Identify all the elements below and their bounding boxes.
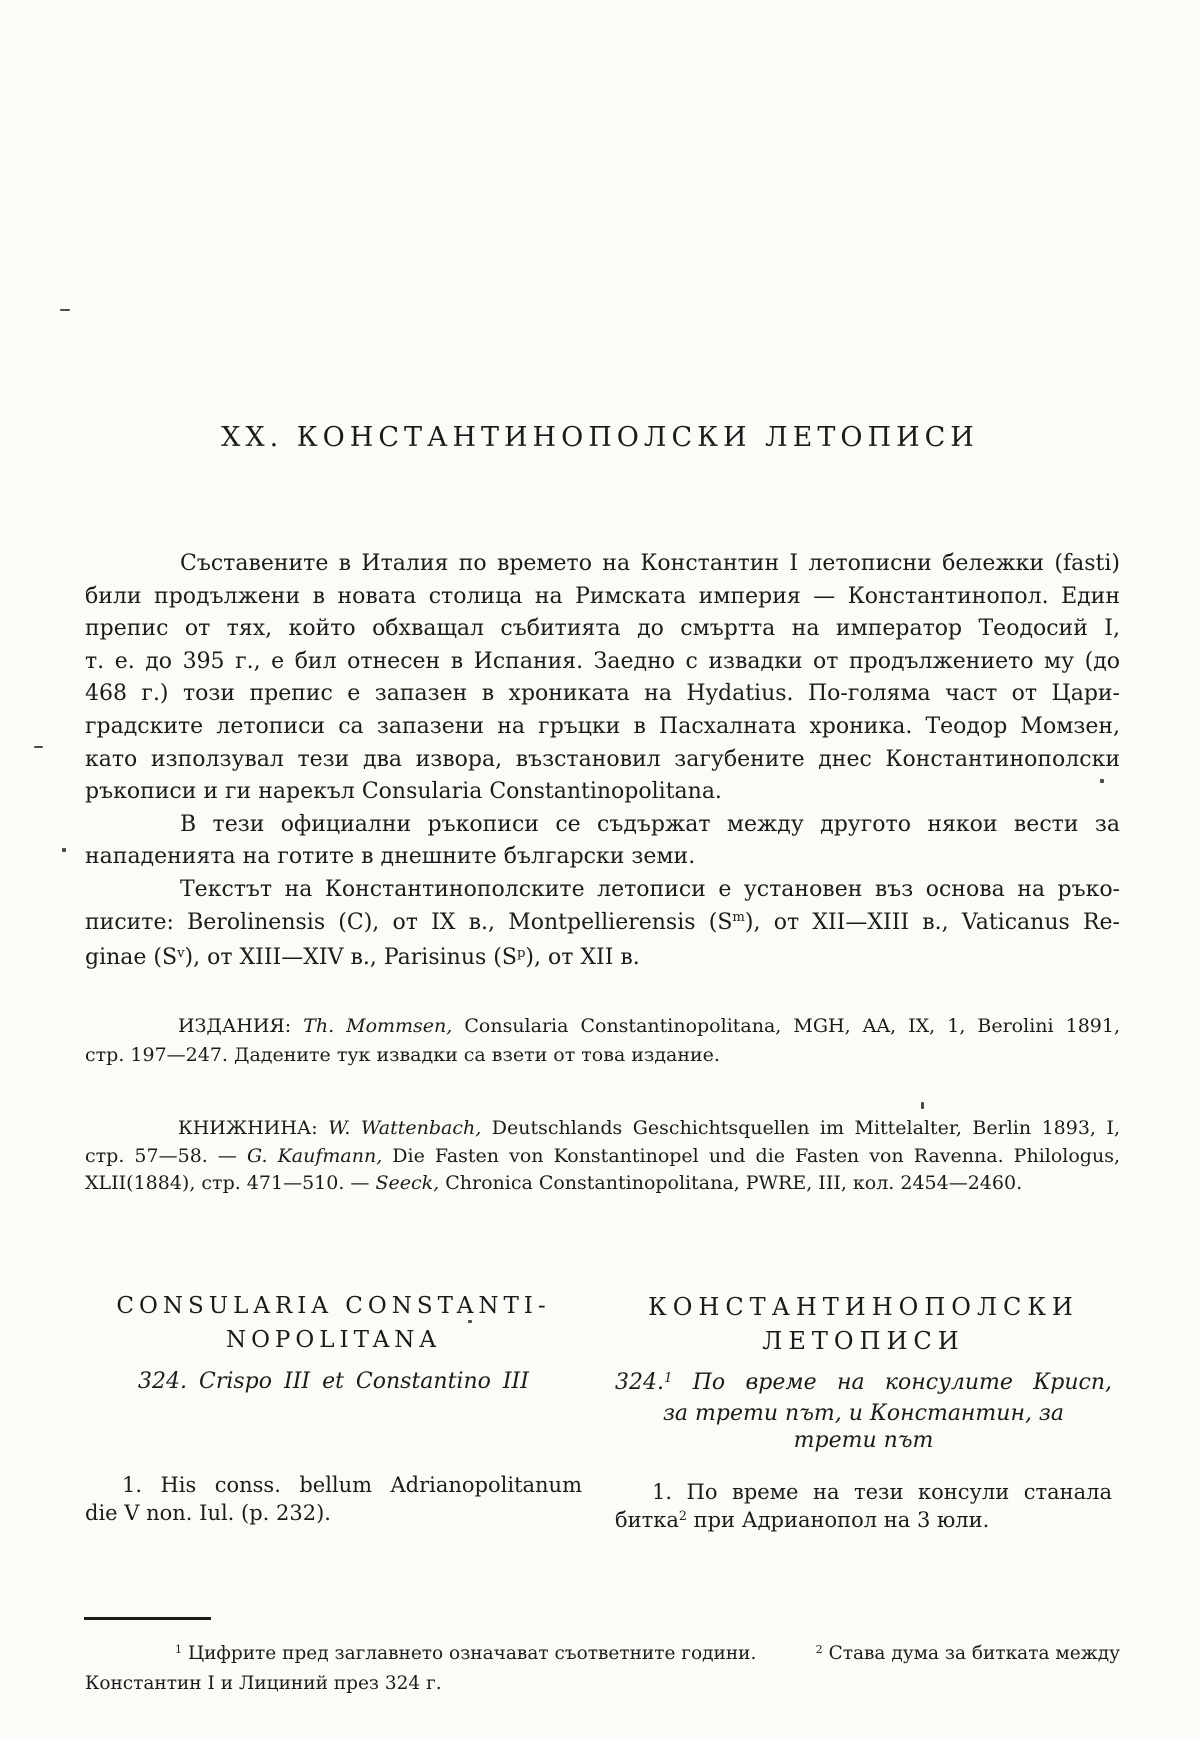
text-segment: Seeck,	[375, 1172, 440, 1195]
text-line	[85, 1143, 1120, 1171]
footnote-marker: 2	[678, 1508, 687, 1524]
text-line	[615, 1369, 1112, 1400]
footnote-marker: 1	[175, 1642, 183, 1656]
text-segment: битка	[615, 1508, 679, 1532]
text-line	[85, 1012, 1120, 1041]
text-line: die V non. Iul. (p. 232).	[85, 1501, 331, 1525]
text-segment: писите: Berolinensis (C), от IX в., Montpellierensis (S	[85, 909, 733, 935]
intro-section	[85, 548, 1120, 978]
footnote-2-continuation: Константин I и Лициний през 324 г.	[85, 1672, 442, 1694]
bulgarian-column	[615, 1290, 1112, 1538]
text-segment: стр. 57—58. —	[85, 1144, 247, 1167]
text-line: Текстът на Константинополските летописи е установен въз основа на ръко-	[180, 876, 1120, 902]
text-line	[615, 1506, 1112, 1538]
text-segment: Става дума за битката между	[822, 1643, 1120, 1664]
latin-column	[85, 1290, 582, 1528]
editions-note	[85, 1012, 1120, 1070]
intro-paragraph-3	[85, 874, 1120, 978]
latin-subheading: 324. Crispo III et Constantino III	[138, 1369, 529, 1394]
footnote-marker: m	[732, 910, 745, 926]
latin-column-heading	[85, 1290, 582, 1357]
intro-paragraph-2	[85, 809, 1120, 874]
bulgarian-heading-line-2: ЛЕТОПИСИ	[762, 1327, 965, 1355]
latin-heading-line-2: NOPOLITANA	[225, 1326, 442, 1353]
text-line: нападенията на готите в днешните български земи.	[85, 844, 696, 870]
text-segment: XLII(1884), стр. 471—510. —	[85, 1172, 376, 1195]
bulgarian-column-heading	[615, 1290, 1112, 1358]
text-segment: 324.	[615, 1370, 664, 1395]
bulgarian-subheading	[615, 1369, 1112, 1455]
text-line: трети път	[793, 1428, 934, 1453]
literature-note	[85, 1115, 1120, 1198]
text-line	[85, 1115, 1120, 1143]
text-line: 1. По време на тези консули станала	[652, 1479, 1112, 1504]
bulgarian-heading-line-1: КОНСТАНТИНОПОЛСКИ	[648, 1293, 1079, 1321]
text-segment: Die Fasten von Konstantinopel und die Fasten von Ravenna. Philologus,	[382, 1144, 1120, 1167]
text-segment: W. Wattenbach,	[328, 1117, 482, 1139]
text-line	[85, 1170, 1120, 1198]
chapter-title: XX. КОНСТАНТИНОПОЛСКИ ЛЕТОПИСИ	[221, 422, 979, 453]
footnote-line-1	[85, 1640, 1120, 1670]
footnote-marker: 2	[815, 1642, 823, 1656]
text-segment: ), от XIII—XIV в., Parisinus (S	[184, 945, 517, 971]
footnote-marker: v	[177, 945, 185, 961]
latin-body-paragraph	[85, 1471, 582, 1528]
text-line	[85, 942, 1120, 978]
scan-speck	[921, 1102, 924, 1109]
scan-speck	[62, 848, 66, 852]
footnote-1	[175, 1640, 756, 1670]
text-line: В тези официални ръкописи се съдържат между другото някои вести за	[180, 811, 1120, 837]
text-segment: По време на консулите Крисп,	[672, 1370, 1112, 1395]
text-line	[85, 907, 1120, 943]
footnote-divider	[84, 1617, 211, 1620]
text-line: за трети път, и Константин, за	[662, 1400, 1065, 1426]
footnote-2-start	[816, 1640, 1120, 1670]
text-line: препис от тях, който обхващал събитията до смъртта на император Теодосий I,	[85, 616, 1120, 642]
scan-speck	[34, 746, 43, 748]
footnotes-section	[85, 1640, 1120, 1697]
text-line: градските летописи са запазени на гръцки в Пасхалната хроника. Теодор Момзен,	[85, 713, 1120, 739]
text-segment: ginae (S	[85, 945, 178, 971]
text-segment: G. Kaufmann,	[246, 1144, 383, 1167]
text-segment: КНИЖНИНА:	[178, 1117, 329, 1139]
text-segment: при Адрианопол на 3 юли.	[686, 1508, 990, 1532]
text-line: ръкописи и ги нарекъл Consularia Constantinopolitana.	[85, 779, 722, 805]
text-line: 1. His conss. bellum Adrianopolitanum	[122, 1472, 582, 1497]
text-segment: Consularia Constantinopolitana, MGH, AA, IX, 1, Berolini 1891,	[452, 1015, 1120, 1037]
text-line: стр. 197—247. Дадените тук извадки са взети от това издание.	[85, 1044, 720, 1066]
text-line: 468 г.) този препис е запазен в хрониката на Hydatius. По-голяма част от Цари-	[85, 681, 1120, 707]
text-segment: Th. Mommsen,	[303, 1015, 453, 1037]
latin-heading-line-1: CONSULARIA CONSTANTI-	[116, 1293, 551, 1319]
text-segment: Цифрите пред заглавнето означават съответните години.	[182, 1643, 757, 1664]
text-segment: Deutschlands Geschichtsquellen im Mittelalter, Berlin 1893, I,	[481, 1117, 1120, 1139]
text-line: били продължени в новата столица на Римската империя — Константинопол. Един	[85, 583, 1120, 609]
text-segment: ИЗДАНИЯ:	[178, 1015, 304, 1037]
intro-paragraph-1	[85, 548, 1120, 809]
text-segment: ), от XII в.	[525, 945, 640, 971]
footnote-marker: p	[516, 945, 526, 961]
scan-speck	[468, 1320, 472, 1323]
text-segment: ), от XII—XIII в., Vaticanus Re-	[744, 909, 1120, 935]
bulgarian-body-paragraph	[615, 1478, 1112, 1538]
scan-speck	[1100, 779, 1104, 783]
scan-speck	[60, 309, 70, 311]
text-line: като използувал тези два извора, възстановил загубените днес Константинополски	[85, 746, 1120, 772]
text-line: Съставените в Италия по времето на Константин I летописни бележки (fasti)	[180, 551, 1120, 576]
footnote-marker: 1	[663, 1370, 673, 1386]
text-line: т. е. до 395 г., е бил отнесен в Испания. Заедно с извадки от продължението му (до	[85, 648, 1120, 674]
text-segment: Chronica Constantinopolitana, PWRE, III, кол. 2454—2460.	[439, 1172, 1023, 1195]
